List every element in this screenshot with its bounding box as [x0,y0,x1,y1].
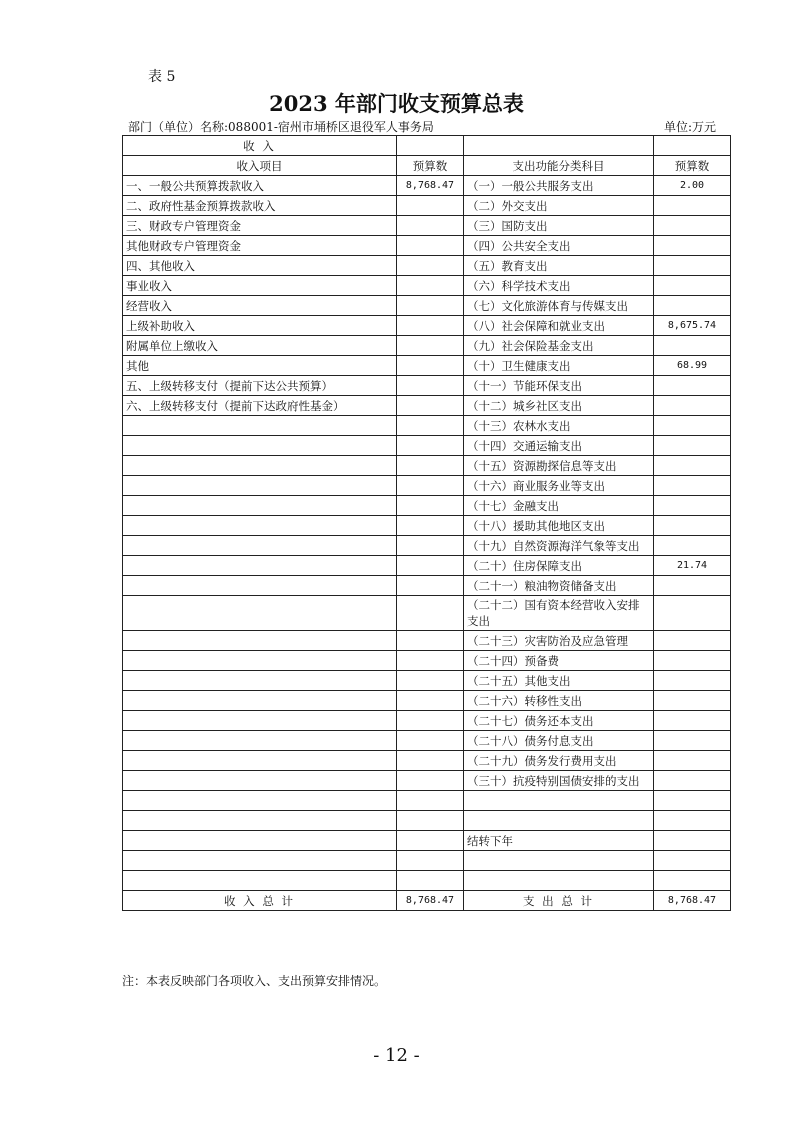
expense-item-cell: （九）社会保险基金支出 [464,336,654,356]
expense-item-cell: （二十一）粮油物资储备支出 [464,576,654,596]
table-row [123,871,731,891]
expense-item-cell: （十一）节能环保支出 [464,376,654,396]
expense-item-cell: （二十八）债务付息支出 [464,731,654,751]
expense-value-cell [654,256,731,276]
expense-item-cell: （十六）商业服务业等支出 [464,476,654,496]
income-value-cell [397,196,464,216]
table-row [123,456,731,476]
table-row [123,811,731,831]
income-value-cell [397,256,464,276]
income-item-cell: 二、政府性基金预算拨款收入 [123,196,397,216]
income-value-cell [397,751,464,771]
expense-value-cell [654,476,731,496]
table-row [123,496,731,516]
expense-value-cell: 68.99 [654,356,731,376]
table-row [123,416,731,436]
table-row [123,356,731,376]
table-row [123,691,731,711]
income-item-cell: 事业收入 [123,276,397,296]
income-item-cell [123,651,397,671]
expense-item-cell: （二十九）债务发行费用支出 [464,751,654,771]
expense-value-cell [654,196,731,216]
table-row [123,671,731,691]
expense-total-value: 8,768.47 [654,891,731,911]
expense-value-cell [654,691,731,711]
table-header-cell [397,136,464,156]
department-name: 部门（单位）名称:088001-宿州市埇桥区退役军人事务局 [128,120,434,134]
income-item-cell: 六、上级转移支付（提前下达政府性基金） [123,396,397,416]
expense-value-cell [654,496,731,516]
income-item-cell [123,811,397,831]
expense-value-cell [654,516,731,536]
income-item-cell: 其他财政专户管理资金 [123,236,397,256]
expense-item-cell: （二十五）其他支出 [464,671,654,691]
income-item-cell: 上级补助收入 [123,316,397,336]
income-value-cell [397,236,464,256]
table-row [123,631,731,651]
expense-value-cell [654,236,731,256]
income-item-cell [123,851,397,871]
expense-item-cell: （五）教育支出 [464,256,654,276]
table-row [123,296,731,316]
income-value-cell [397,731,464,751]
income-item-cell: 附属单位上缴收入 [123,336,397,356]
income-value-cell [397,651,464,671]
expense-item-cell: （二十六）转移性支出 [464,691,654,711]
table-row [123,536,731,556]
expense-value-cell [654,671,731,691]
table-row [123,276,731,296]
income-value-cell [397,356,464,376]
budget-table [122,135,731,911]
table-header-cell [654,136,731,156]
table-label: 表 5 [148,69,176,85]
income-item-cell [123,871,397,891]
expense-item-cell: （二）外交支出 [464,196,654,216]
expense-value-cell [654,651,731,671]
income-value-cell [397,436,464,456]
expense-item-cell: （十八）援助其他地区支出 [464,516,654,536]
expense-value-cell [654,771,731,791]
income-item-cell [123,831,397,851]
table-row [123,556,731,576]
income-value-cell [397,791,464,811]
expense-item-cell: （十四）交通运输支出 [464,436,654,456]
income-value-cell [397,316,464,336]
expense-value-cell [654,811,731,831]
income-item-cell [123,536,397,556]
income-value-cell [397,576,464,596]
income-value-cell [397,831,464,851]
expense-value-cell [654,396,731,416]
income-value-cell [397,516,464,536]
income-value-cell [397,871,464,891]
income-value-cell [397,276,464,296]
income-value-cell [397,416,464,436]
table-row [123,831,731,851]
income-value-cell [397,711,464,731]
table-header-row [123,156,731,176]
expense-value-cell [654,216,731,236]
expense-value-cell [654,631,731,651]
expense-item-cell [464,791,654,811]
income-total-value: 8,768.47 [397,891,464,911]
expense-item-cell: （六）科学技术支出 [464,276,654,296]
income-value-cell: 8,768.47 [397,176,464,196]
expense-item-cell: （十二）城乡社区支出 [464,396,654,416]
expense-item-cell: （八）社会保障和就业支出 [464,316,654,336]
expense-item-cell: （一）一般公共服务支出 [464,176,654,196]
expense-total-label: 支 出 总 计 [464,891,654,911]
income-item-cell [123,691,397,711]
table-row [123,576,731,596]
income-value-cell [397,556,464,576]
income-value-cell [397,216,464,236]
expense-item-cell: （二十四）预备费 [464,651,654,671]
income-value-cell [397,296,464,316]
table-header-group-row [123,136,731,156]
expense-item-cell: （二十二）国有资本经营收入安排支出 [464,596,654,631]
income-value-cell [397,596,464,631]
page-number: - 12 - [373,1045,420,1066]
income-item-cell [123,791,397,811]
income-item-cell: 三、财政专户管理资金 [123,216,397,236]
expense-value-cell [654,731,731,751]
totals-row [123,891,731,911]
income-value-cell [397,771,464,791]
income-item-cell: 经营收入 [123,296,397,316]
expense-value-cell [654,456,731,476]
expense-item-cell: （十）卫生健康支出 [464,356,654,376]
expense-value-cell [654,871,731,891]
table-row [123,196,731,216]
table-row [123,216,731,236]
expense-value-cell [654,276,731,296]
income-item-cell: 其他 [123,356,397,376]
expense-item-cell: （十七）金融支出 [464,496,654,516]
unit-label: 单位:万元 [664,120,717,134]
table-row [123,176,731,196]
expense-item-cell: （七）文化旅游体育与传媒支出 [464,296,654,316]
income-item-cell: 一、一般公共预算拨款收入 [123,176,397,196]
expense-item-cell [464,811,654,831]
expense-value-cell [654,711,731,731]
expense-value-cell [654,851,731,871]
expense-item-cell: （二十）住房保障支出 [464,556,654,576]
expense-item-header: 支出功能分类科目 [464,156,654,176]
table-header-cell [464,136,654,156]
expense-value-cell [654,436,731,456]
table-row [123,436,731,456]
table-row [123,236,731,256]
expense-value-cell [654,336,731,356]
table-row [123,751,731,771]
income-group-header: 收 入 [123,136,397,156]
expense-budget-header: 预算数 [654,156,731,176]
table-row [123,316,731,336]
income-item-cell [123,711,397,731]
expense-value-cell [654,831,731,851]
income-value-cell [397,496,464,516]
income-item-cell [123,771,397,791]
table-row [123,791,731,811]
income-item-cell [123,596,397,631]
income-item-cell [123,456,397,476]
income-item-cell: 五、上级转移支付（提前下达公共预算） [123,376,397,396]
income-value-cell [397,691,464,711]
expense-item-cell: （二十三）灾害防治及应急管理 [464,631,654,651]
table-body [123,176,731,891]
table-row [123,476,731,496]
table-row [123,771,731,791]
table-row [123,256,731,276]
income-item-cell [123,496,397,516]
income-value-cell [397,456,464,476]
expense-item-cell: （三十）抗疫特别国债安排的支出 [464,771,654,791]
income-value-cell [397,336,464,356]
income-total-label: 收 入 总 计 [123,891,397,911]
income-item-cell [123,556,397,576]
income-value-cell [397,396,464,416]
expense-item-cell: （四）公共安全支出 [464,236,654,256]
table-row [123,711,731,731]
table-note: 注：本表反映部门各项收入、支出预算安排情况。 [122,974,387,988]
table-row [123,731,731,751]
income-item-cell [123,731,397,751]
table-row [123,336,731,356]
table-row [123,516,731,536]
expense-value-cell [654,376,731,396]
income-item-cell [123,576,397,596]
table-row [123,376,731,396]
expense-item-cell: 结转下年 [464,831,654,851]
income-value-cell [397,631,464,651]
expense-value-cell [654,576,731,596]
page-title: 2023 年部门收支预算总表 [269,91,524,116]
expense-value-cell: 21.74 [654,556,731,576]
expense-item-cell: （三）国防支出 [464,216,654,236]
expense-value-cell [654,416,731,436]
income-value-cell [397,851,464,871]
expense-item-cell: （十五）资源勘探信息等支出 [464,456,654,476]
expense-value-cell [654,296,731,316]
expense-item-cell: （二十七）债务还本支出 [464,711,654,731]
income-value-cell [397,376,464,396]
income-item-cell [123,516,397,536]
income-item-cell [123,671,397,691]
table-row [123,651,731,671]
income-item-cell [123,436,397,456]
income-item-header: 收入项目 [123,156,397,176]
income-budget-header: 预算数 [397,156,464,176]
income-item-cell: 四、其他收入 [123,256,397,276]
income-item-cell [123,416,397,436]
expense-value-cell: 8,675.74 [654,316,731,336]
income-item-cell [123,751,397,771]
expense-item-cell: （十三）农林水支出 [464,416,654,436]
expense-value-cell: 2.00 [654,176,731,196]
income-value-cell [397,536,464,556]
expense-item-cell: （十九）自然资源海洋气象等支出 [464,536,654,556]
income-item-cell [123,631,397,651]
table-row [123,851,731,871]
income-item-cell [123,476,397,496]
expense-value-cell [654,751,731,771]
income-value-cell [397,671,464,691]
table-row [123,396,731,416]
table-row [123,596,731,631]
expense-item-cell [464,871,654,891]
expense-item-cell [464,851,654,871]
expense-value-cell [654,791,731,811]
income-value-cell [397,811,464,831]
expense-value-cell [654,536,731,556]
expense-value-cell [654,596,731,631]
income-value-cell [397,476,464,496]
